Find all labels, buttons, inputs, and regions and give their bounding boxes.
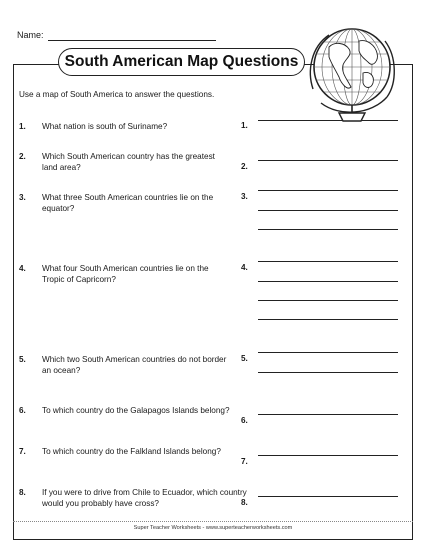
question-number: 3. [19, 193, 26, 202]
answer-line[interactable] [258, 210, 398, 211]
question-text: Which two South American countries do not border an ocean? [42, 355, 227, 375]
answer-line[interactable] [258, 352, 398, 353]
answer-number: 1. [241, 121, 248, 130]
name-label: Name: [17, 30, 44, 40]
question-number: 7. [19, 447, 26, 456]
question-text: If you were to drive from Chile to Ecuador, which country would you probably have cross? [42, 488, 247, 508]
answer-line[interactable] [258, 261, 398, 262]
answer-number: 7. [241, 457, 248, 466]
answer-line[interactable] [258, 160, 398, 161]
answer-line[interactable] [258, 229, 398, 230]
page-title: South American Map Questions [58, 48, 305, 76]
worksheet-frame [13, 64, 413, 540]
answer-line[interactable] [258, 319, 398, 320]
answer-line[interactable] [258, 496, 398, 497]
question-text: What nation is south of Suriname? [42, 122, 168, 131]
answer-line[interactable] [258, 414, 398, 415]
question-number: 1. [19, 122, 26, 131]
question-number: 4. [19, 264, 26, 273]
question-number: 5. [19, 355, 26, 364]
answer-number: 2. [241, 162, 248, 171]
answer-number: 4. [241, 263, 248, 272]
answer-line[interactable] [258, 300, 398, 301]
answer-line[interactable] [258, 281, 398, 282]
answer-line[interactable] [258, 372, 398, 373]
question-text: To which country do the Galapagos Islands belong? [42, 406, 230, 415]
instructions: Use a map of South America to answer the questions. [19, 90, 215, 99]
answer-line[interactable] [258, 455, 398, 456]
question-number: 6. [19, 406, 26, 415]
question-number: 8. [19, 488, 26, 497]
footer: Super Teacher Worksheets - www.superteacherworksheets.com [133, 525, 293, 531]
answer-line[interactable] [258, 190, 398, 191]
question-text: To which country do the Falkland Islands belong? [42, 447, 221, 456]
footer-divider [13, 521, 413, 522]
question-number: 2. [19, 152, 26, 161]
name-input-line[interactable] [48, 40, 216, 41]
answer-number: 6. [241, 416, 248, 425]
globe-icon [299, 17, 409, 127]
answer-number: 5. [241, 354, 248, 363]
question-text: What three South American countries lie on the equator? [42, 193, 214, 213]
answer-number: 8. [241, 498, 248, 507]
answer-number: 3. [241, 192, 248, 201]
question-text: Which South American country has the greatest land area? [42, 152, 215, 172]
question-text: What four South American countries lie on the Tropic of Capricorn? [42, 264, 209, 284]
